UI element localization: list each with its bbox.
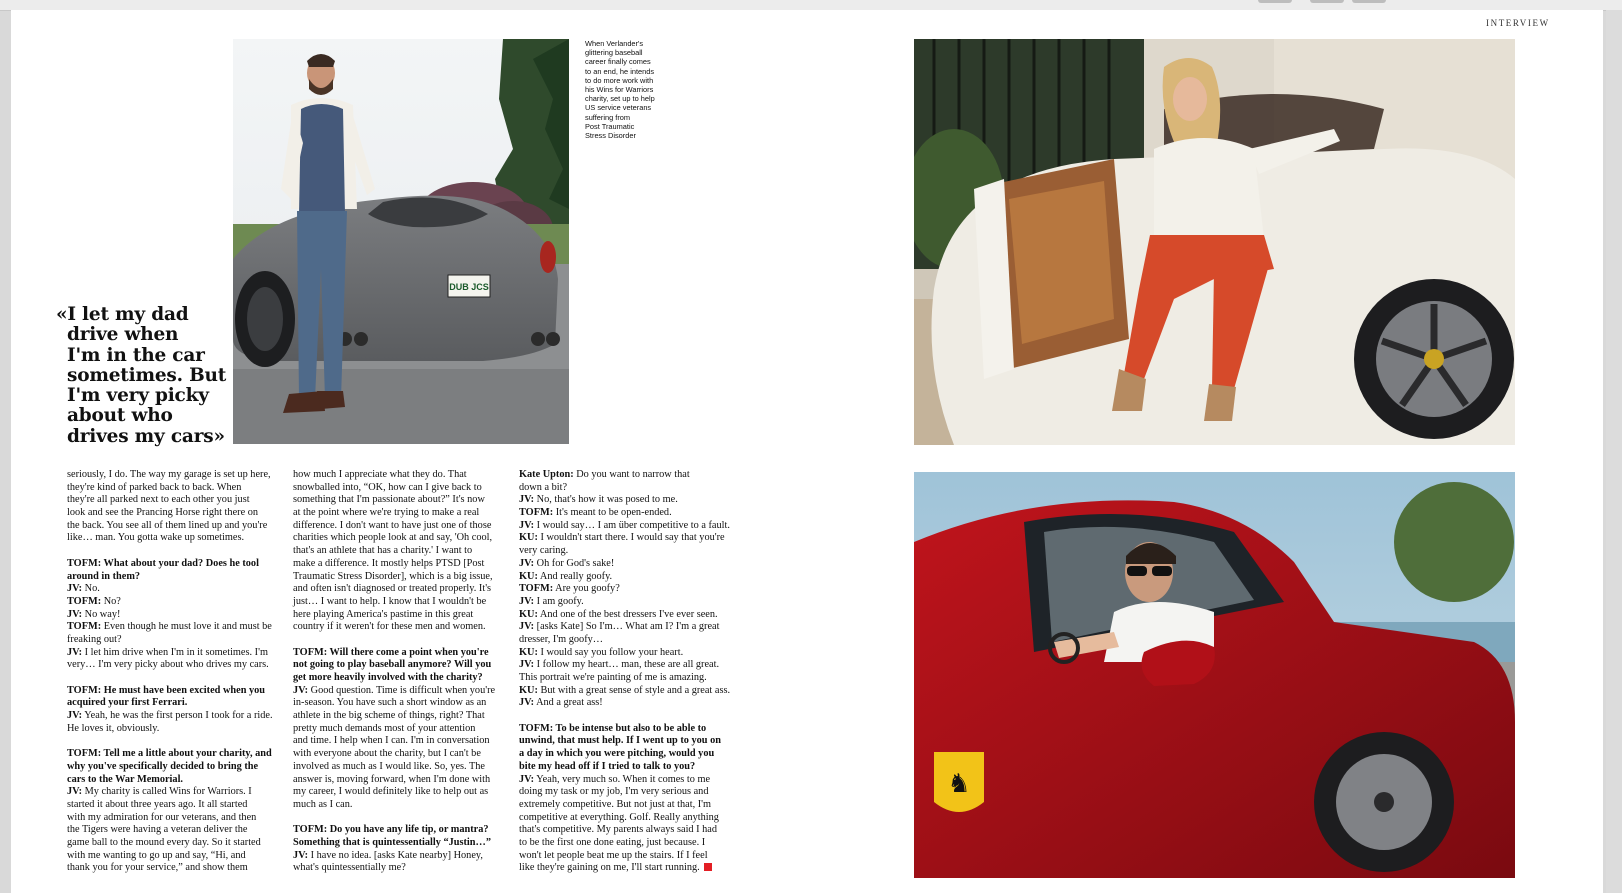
text-line	[293, 799, 495, 812]
text-line	[67, 799, 273, 812]
text-line	[67, 659, 273, 672]
line-text: how much I appreciate what they do. That	[293, 469, 467, 480]
line-text: won't let people beat me up the stairs. If I feel	[519, 849, 708, 861]
speaker-label: JV:	[519, 519, 535, 531]
speaker-label: JV:	[519, 494, 535, 506]
text-line	[519, 774, 730, 787]
text-line	[67, 494, 273, 507]
question-line	[293, 647, 495, 660]
photo-man-red-ferrari	[914, 472, 1515, 878]
line-text: I would say… I am über competitive to a fault.	[534, 519, 730, 531]
line-text: TOFM: He must have been excited when you	[67, 684, 266, 696]
speaker-label: TOFM:	[67, 595, 102, 607]
line-text: involved as much as I would like. So, yes. The	[293, 760, 485, 772]
question-line	[67, 558, 273, 571]
text-line	[293, 545, 495, 558]
speaker-label: KU:	[519, 532, 538, 544]
line-text: But with a great sense of style and a great ass.	[537, 684, 731, 696]
line-text: they're kind of parked back to back. When	[67, 481, 242, 493]
text-line	[293, 469, 495, 482]
line-text: TOFM: Tell me a little about your charity, and	[67, 748, 272, 760]
pull-quote-line: «I let my dad	[56, 304, 189, 325]
text-line	[67, 482, 273, 495]
line-text: competitive at everything. Golf. Really anything	[519, 811, 719, 823]
line-text: why you've specifically decided to bring the	[67, 760, 259, 772]
toolbar-button[interactable]	[1258, 0, 1292, 3]
text-line	[67, 609, 273, 622]
line-text: I wouldn't start there. I would say that you're	[537, 532, 725, 544]
question-line	[519, 761, 730, 774]
text-line	[293, 786, 495, 799]
text-line	[67, 621, 273, 634]
text-line	[519, 647, 730, 660]
text-line	[67, 723, 273, 736]
line-text: not going to play baseball anymore? Will you	[293, 659, 492, 671]
text-line	[67, 710, 273, 723]
line-text: difference. I don't want to have just one of those	[293, 519, 492, 531]
text-line	[519, 482, 730, 495]
line-text: doing my task or my job, I'm very serious and	[519, 786, 709, 798]
text-line	[67, 850, 273, 863]
line-text: with my admiration for our veterans, and then	[67, 811, 257, 823]
line-text: And one of the best dressers I've ever seen.	[537, 608, 718, 620]
line-text: [asks Kate] So I'm… What am I? I'm a great	[534, 621, 720, 633]
line-text: and time. I help when I can. I'm in conversation	[293, 735, 490, 747]
text-line	[293, 494, 495, 507]
question-line	[293, 824, 495, 837]
line-text: very… I'm very picky about who drives my cars.	[67, 659, 269, 671]
line-text: Are you goofy?	[553, 583, 620, 595]
question-line	[519, 723, 730, 736]
caption-line: Post Traumatic	[585, 121, 635, 131]
line-text: No, that's how it was posed to me.	[534, 494, 678, 506]
line-text: and often isn't diagnosed or treated properly. It's	[293, 583, 492, 595]
photo-woman-white-convertible	[914, 39, 1515, 445]
end-of-article-mark	[704, 863, 712, 871]
speaker-label: JV:	[293, 684, 309, 696]
line-text: very caring.	[519, 545, 569, 557]
line-text: the back. You see all of them lined up and you're	[67, 519, 268, 531]
text-line	[293, 558, 495, 571]
line-text: started it about three years ago. It all started	[67, 798, 248, 810]
line-text: No?	[101, 595, 121, 607]
text-line	[519, 532, 730, 545]
text-line	[293, 735, 495, 748]
question-line	[293, 659, 495, 672]
text-line	[519, 850, 730, 863]
text-line	[519, 672, 730, 685]
pull-quote-line: I'm very picky	[67, 385, 209, 407]
text-line	[67, 862, 273, 875]
text-line	[519, 596, 730, 609]
text-line	[519, 799, 730, 812]
scrollbar[interactable]	[1606, 10, 1622, 893]
text-line	[519, 583, 730, 596]
text-line	[293, 761, 495, 774]
line-text: look and see the Prancing Horse right there on	[67, 507, 259, 519]
line-text: TOFM: Will there come a point when you're	[293, 646, 489, 658]
line-text: Oh for God's sake!	[534, 557, 615, 569]
line-text: that's an athlete that has a charity.' I want to	[293, 545, 473, 557]
caption-line: his Wins for Warriors	[585, 85, 654, 95]
text-line	[519, 862, 730, 875]
question-line	[67, 685, 273, 698]
line-text: This portrait we're painting of me is amazing.	[519, 672, 707, 683]
line-text: like they're gaining on me, I'll start running.	[519, 862, 700, 874]
text-line	[293, 710, 495, 723]
speaker-label: JV:	[519, 773, 535, 785]
text-line	[293, 532, 495, 545]
line-text: my career, I would definitely like to help out as	[293, 786, 489, 798]
text-line	[293, 697, 495, 710]
speaker-label: JV:	[67, 710, 83, 722]
speaker-label: JV:	[67, 786, 83, 798]
line-text: a day in which you were pitching, would you	[519, 748, 715, 760]
pull-quote-line: about who	[67, 405, 173, 427]
speaker-label: JV:	[519, 595, 535, 607]
line-text: here playing America's pastime in this great	[293, 608, 474, 620]
text-line	[67, 583, 273, 596]
question-line	[67, 748, 273, 761]
line-text: It's meant to be open-ended.	[553, 507, 672, 519]
text-line	[519, 685, 730, 698]
line-text: Traumatic Stress Disorder], which is a big issue,	[293, 570, 493, 582]
line-text: much as I can.	[293, 798, 353, 810]
paragraph-gap	[67, 735, 273, 748]
speaker-label: TOFM:	[519, 583, 554, 595]
paragraph-gap	[293, 634, 495, 647]
line-text: I am goofy.	[534, 595, 584, 607]
line-text: with everyone about the charity, but I can't be	[293, 748, 481, 760]
text-line	[67, 469, 273, 482]
line-text: just… I want to help. I know that I wouldn't be	[293, 595, 487, 607]
line-text: Something that is quintessentially “Justin…”	[293, 836, 491, 848]
line-text: extremely competitive. But not just at that, I'm	[519, 798, 712, 810]
line-text: answer is, moving forward, when I'm done with	[293, 773, 491, 785]
text-line	[293, 583, 495, 596]
text-line	[519, 609, 730, 622]
speaker-label: JV:	[67, 583, 83, 595]
question-line	[293, 672, 495, 685]
question-line	[67, 761, 273, 774]
speaker-label: TOFM:	[67, 621, 102, 633]
line-text: to be the first one done eating, just because. I	[519, 836, 706, 848]
line-text: I let him drive when I'm in it sometimes. I'm	[82, 646, 268, 658]
paragraph-gap	[293, 812, 495, 825]
speaker-label: TOFM:	[519, 507, 554, 519]
speaker-label: KU:	[519, 646, 538, 658]
line-text: athlete in the big scheme of things, right? That	[293, 710, 485, 722]
text-line	[293, 596, 495, 609]
question-line	[293, 837, 495, 850]
text-line	[293, 571, 495, 584]
line-text: I have no idea. [asks Kate nearby] Honey,	[308, 849, 483, 861]
line-text: And a great ass!	[534, 697, 603, 709]
speaker-label: JV:	[67, 646, 83, 658]
line-text: bite my head off if I tried to talk to you?	[519, 760, 696, 772]
text-line	[519, 507, 730, 520]
line-text: country if it weren't for these men and women.	[293, 621, 486, 633]
line-text: in-season. You have such a short window as an	[293, 697, 487, 709]
line-text: what's quintessentially me?	[293, 862, 406, 874]
pull-quote	[56, 305, 226, 447]
line-text: the Tigers were having a veteran deliver the	[67, 824, 248, 836]
speaker-label: JV:	[519, 557, 535, 569]
text-line	[67, 824, 273, 837]
line-text: get more heavily involved with the charity?	[293, 672, 483, 683]
pull-quote-line: drive when	[67, 324, 179, 346]
speaker-label: KU:	[519, 570, 538, 582]
question-line	[67, 774, 273, 787]
text-line	[519, 634, 730, 647]
text-line	[67, 520, 273, 533]
text-line	[67, 634, 273, 647]
line-text: they're all parked next to each other you just	[67, 494, 250, 506]
line-text: No way!	[82, 608, 121, 620]
line-text: Yeah, very much so. When it comes to me	[534, 773, 711, 785]
text-line	[293, 507, 495, 520]
line-text: thank you for your service,” and show them	[67, 862, 248, 874]
svg-text:♞: ♞	[947, 769, 971, 799]
speaker-label: JV:	[67, 608, 83, 620]
caption-line: suffering from	[585, 112, 631, 122]
body-column-1	[67, 469, 273, 875]
line-text: My charity is called Wins for Warriors. I	[82, 786, 252, 798]
line-text: Even though he must love it and must be	[101, 621, 272, 633]
speaker-label: KU:	[519, 684, 538, 696]
section-label: INTERVIEW	[1486, 18, 1550, 28]
line-text: He loves it, obviously.	[67, 722, 160, 734]
question-line	[67, 571, 273, 584]
text-line	[293, 774, 495, 787]
line-text: cars to the War Memorial.	[67, 773, 184, 785]
line-text: that's competitive. My parents always said I had	[519, 824, 718, 836]
text-line	[519, 469, 730, 482]
text-line	[519, 520, 730, 533]
text-line	[519, 621, 730, 634]
caption-line: to do more work with	[585, 75, 654, 85]
line-text: charities which people look at and say, 'Oh cool,	[293, 532, 493, 544]
line-text: acquired your first Ferrari.	[67, 697, 188, 709]
text-line	[67, 837, 273, 850]
text-line	[519, 837, 730, 850]
speaker-label: KU:	[519, 608, 538, 620]
line-text: something that I'm passionate about?” It's now	[293, 494, 485, 506]
photo-caption	[585, 39, 665, 140]
line-text: Do you want to narrow that	[573, 469, 690, 480]
text-line	[293, 862, 495, 875]
text-line	[293, 621, 495, 634]
text-line	[293, 609, 495, 622]
text-line	[519, 558, 730, 571]
text-line	[519, 659, 730, 672]
text-line	[293, 520, 495, 533]
paragraph-gap	[519, 710, 730, 723]
line-text: unwind, that must help. If I went up to you on	[519, 735, 721, 747]
line-text: with me wanting to go up and say, “Hi, and	[67, 849, 246, 861]
text-line	[67, 647, 273, 660]
line-text: make a difference. It mostly helps PTSD [Post	[293, 557, 485, 569]
line-text: snowballed into, “OK, how can I give back to	[293, 481, 482, 493]
line-text: around in them?	[67, 570, 141, 582]
caption-line: to an end, he intends	[585, 66, 655, 76]
text-line	[293, 723, 495, 736]
line-text: dresser, I'm goofy…	[519, 633, 604, 645]
toolbar-button[interactable]	[1310, 0, 1344, 3]
caption-line: Stress Disorder	[585, 131, 636, 141]
line-text: Good question. Time is difficult when you're	[308, 684, 496, 696]
photo-man-grey-car	[233, 39, 569, 444]
text-line	[293, 850, 495, 863]
speaker-label: JV:	[293, 849, 309, 861]
line-text: freaking out?	[67, 633, 122, 645]
text-line	[293, 685, 495, 698]
line-text: TOFM: To be intense but also to be able to	[519, 722, 707, 734]
question-line	[519, 735, 730, 748]
text-line	[67, 532, 273, 545]
text-line	[519, 824, 730, 837]
paragraph-gap	[67, 545, 273, 558]
line-text: pretty much demands most of your attention	[293, 722, 476, 734]
body-column-3	[519, 469, 730, 875]
text-line	[519, 494, 730, 507]
caption-line: US service veterans	[585, 103, 652, 113]
pull-quote-line: sometimes. But	[67, 364, 227, 386]
line-text: And really goofy.	[537, 570, 613, 582]
speaker-label: JV:	[519, 697, 535, 709]
line-text: like… man. You gotta wake up sometimes.	[67, 532, 245, 544]
text-line	[519, 545, 730, 558]
text-line	[519, 812, 730, 825]
text-line	[67, 812, 273, 825]
body-column-2	[293, 469, 495, 875]
text-line	[519, 697, 730, 710]
line-text: TOFM: Do you have any life tip, or mantra?	[293, 824, 489, 836]
pull-quote-line: I'm in the car	[67, 344, 205, 366]
caption-line: charity, set up to help	[585, 94, 655, 104]
pull-quote-line: drives my cars»	[67, 425, 225, 447]
line-text: at the point where we're trying to make a real	[293, 507, 480, 519]
line-text: I would say you follow your heart.	[537, 646, 684, 658]
line-text: Yeah, he was the first person I took for a ride.	[82, 710, 273, 722]
text-line	[519, 786, 730, 799]
text-line	[67, 596, 273, 609]
speaker-label: Kate Upton:	[519, 469, 574, 480]
line-text: TOFM: What about your dad? Does he tool	[67, 557, 259, 569]
caption-line: glittering baseball	[585, 48, 643, 58]
text-line	[519, 571, 730, 584]
line-text: down a bit?	[519, 481, 568, 493]
text-line	[293, 482, 495, 495]
speaker-label: JV:	[519, 659, 535, 671]
caption-line: When Verlander's	[585, 39, 644, 48]
text-line	[67, 786, 273, 799]
line-text: game ball to the mound every day. So it started	[67, 836, 261, 848]
line-text: I follow my heart… man, these are all great.	[534, 659, 720, 671]
speaker-label: JV:	[519, 621, 535, 633]
line-text: seriously, I do. The way my garage is set up here,	[67, 469, 271, 480]
text-line	[293, 748, 495, 761]
line-text: No.	[82, 583, 100, 595]
paragraph-gap	[67, 672, 273, 685]
text-line	[67, 507, 273, 520]
license-plate: DUB JCS	[449, 282, 489, 292]
toolbar-button[interactable]	[1352, 0, 1386, 3]
caption-line: career finally comes	[585, 57, 651, 67]
question-line	[67, 697, 273, 710]
question-line	[519, 748, 730, 761]
